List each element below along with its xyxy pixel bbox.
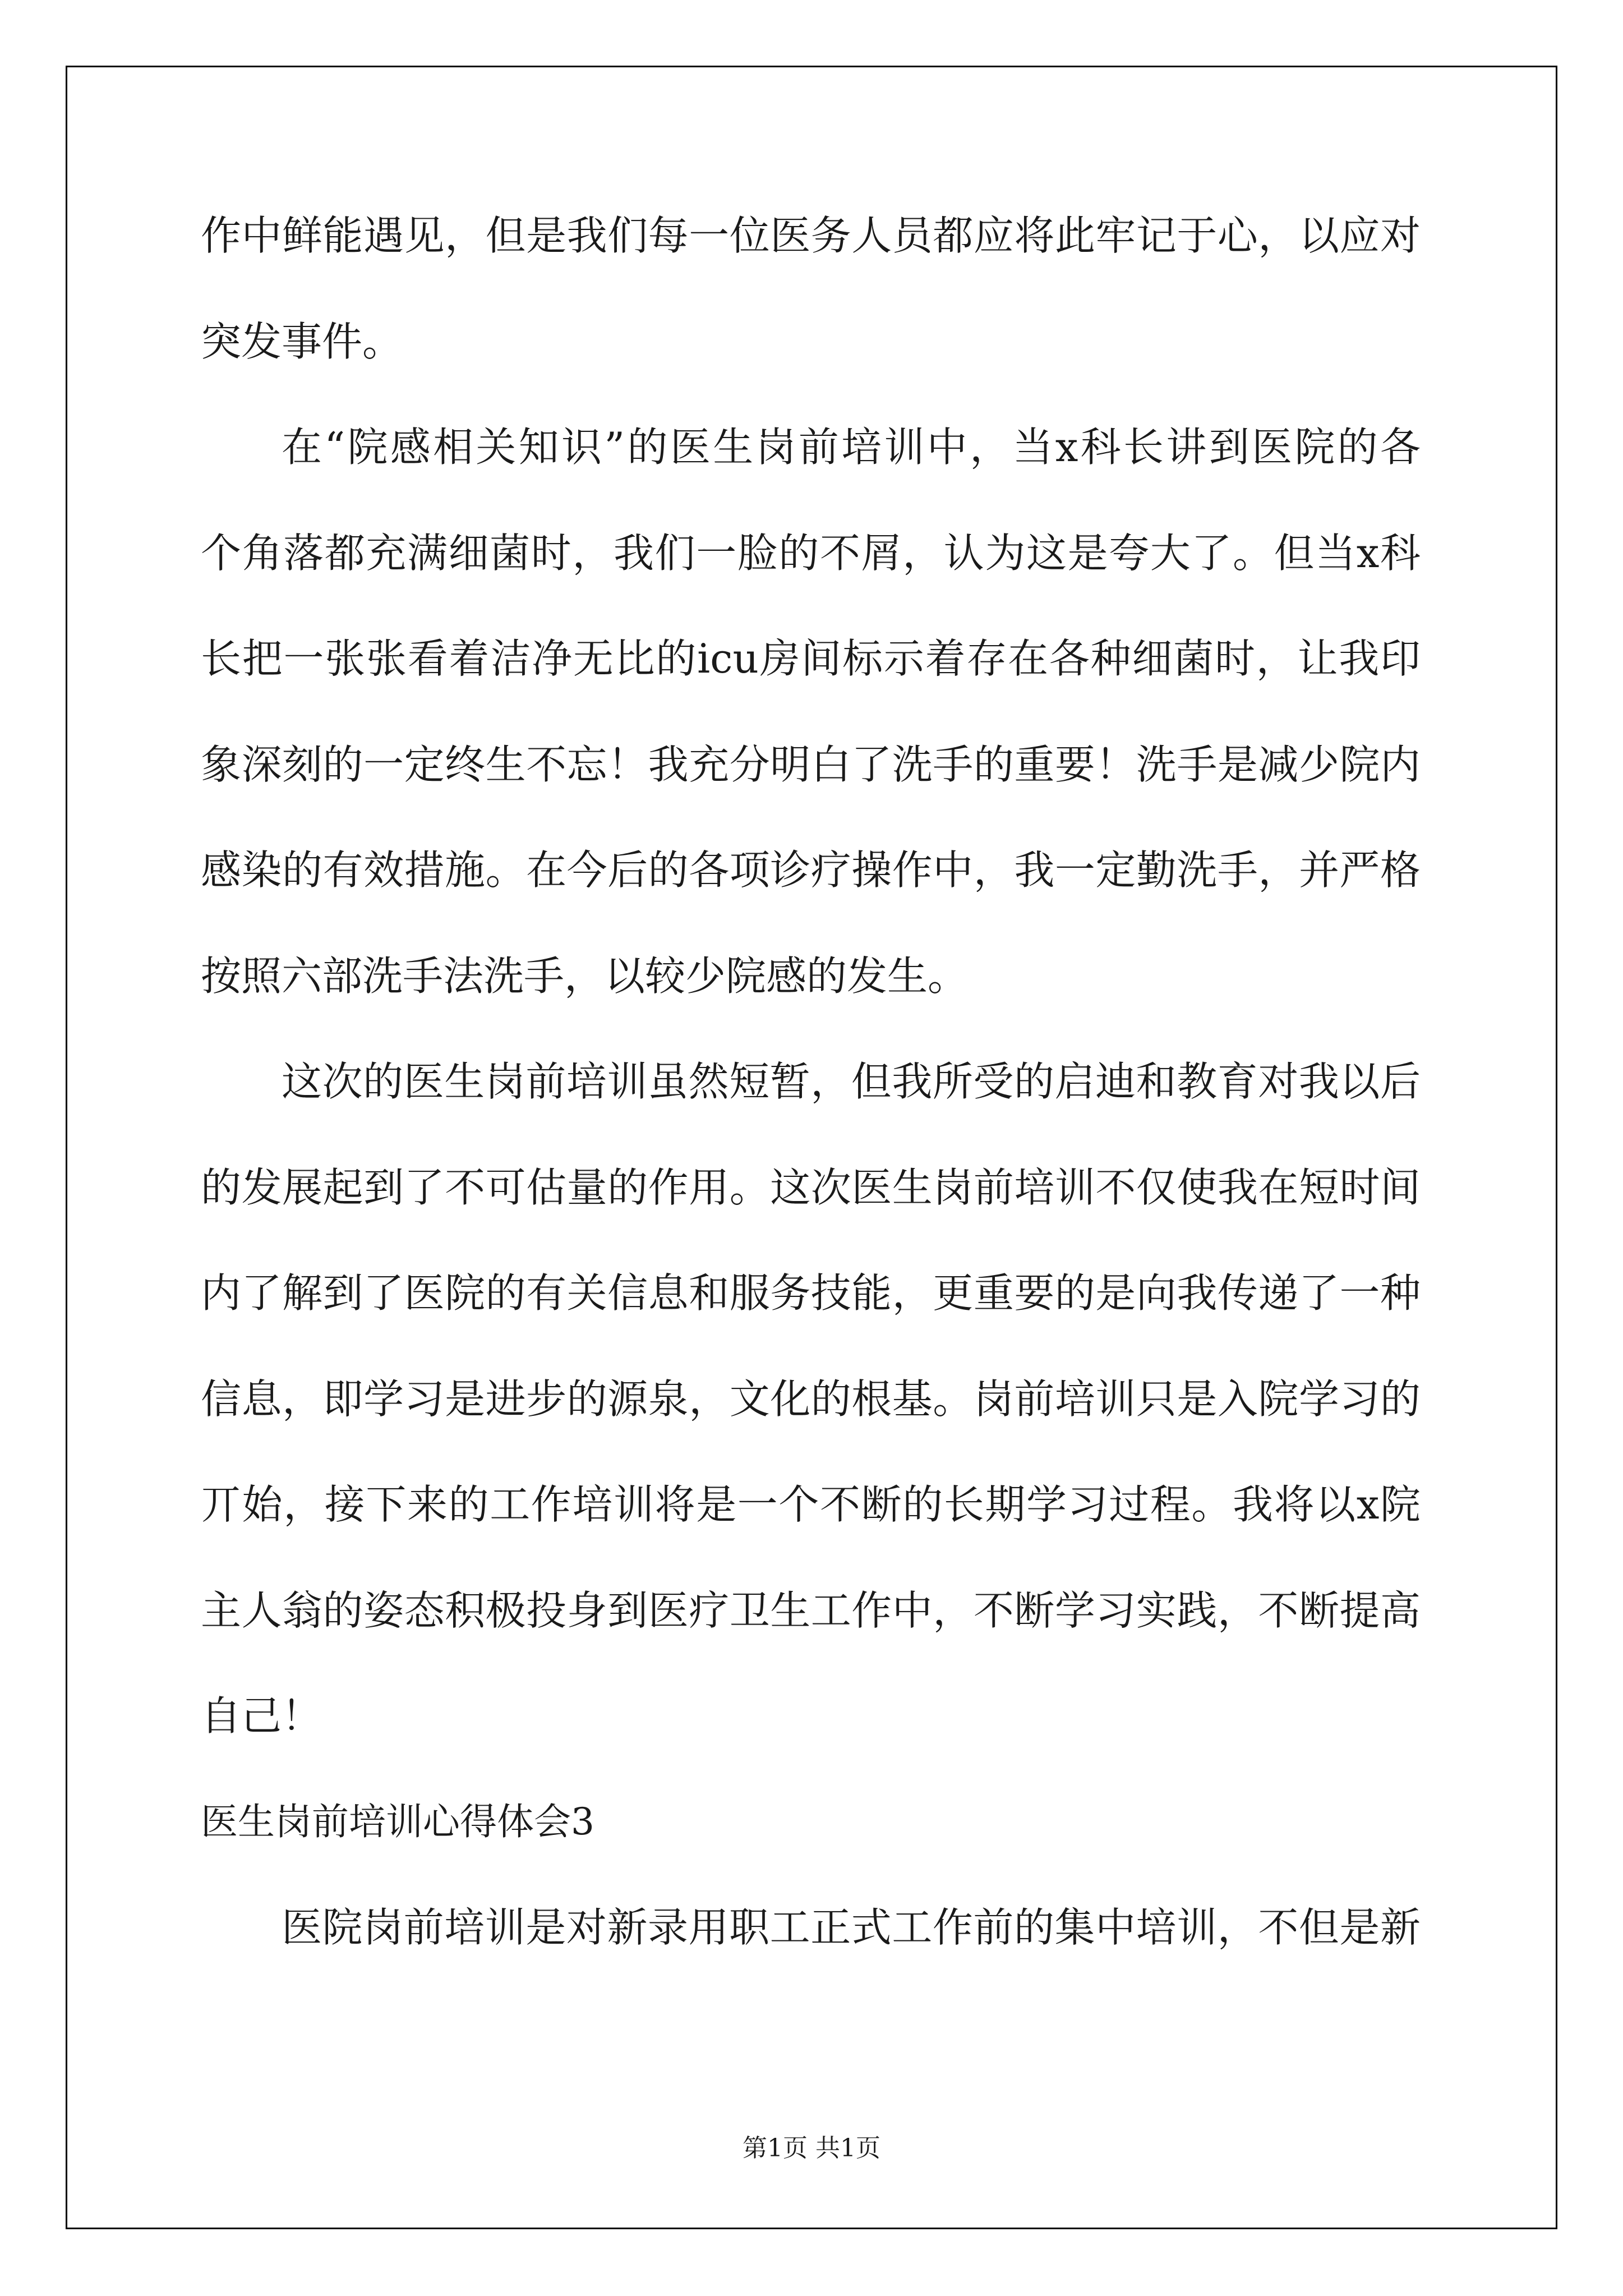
paragraph-line: 象深刻的一定终生不忘！我充分明白了洗手的重要！洗手是减少院内 bbox=[201, 741, 1421, 788]
paragraph-line: 按照六部洗手法洗手，以较少院感的发生。 bbox=[201, 953, 969, 1000]
paragraph-line: 这次的医生岗前培训虽然短暂，但我所受的启迪和教育对我以后 bbox=[282, 1058, 1421, 1105]
paragraph-line: 自己！ bbox=[201, 1692, 322, 1740]
paragraph-line: 个角落都充满细菌时，我们一脸的不屑，认为这是夸大了。但当x科 bbox=[201, 530, 1421, 577]
paragraph-line: 突发事件。 bbox=[201, 318, 403, 365]
paragraph-line: 医院岗前培训是对新录用职工正式工作前的集中培训，不但是新 bbox=[282, 1904, 1421, 1951]
section-heading: 医生岗前培训心得体会3 bbox=[201, 1800, 594, 1843]
paragraph-line: 在“院感相关知识”的医生岗前培训中，当x科长讲到医院的各 bbox=[282, 424, 1421, 471]
paragraph-line: 主人翁的姿态积极投身到医疗卫生工作中，不断学习实践，不断提高 bbox=[201, 1587, 1421, 1634]
paragraph-line: 作中鲜能遇见，但是我们每一位医务人员都应将此牢记于心，以应对 bbox=[201, 212, 1421, 259]
paragraph-line: 的发展起到了不可估量的作用。这次医生岗前培训不仅使我在短时间 bbox=[201, 1164, 1421, 1211]
paragraph-line: 长把一张张看着洁净无比的icu房间标示着存在各种细菌时，让我印 bbox=[201, 635, 1421, 682]
paragraph-line: 丌始，接下来的工作培训将是一个不断的长期学习过程。我将以x院 bbox=[201, 1481, 1421, 1528]
paragraph-line: 感染的有效措施。在今后的各项诊疗操作中，我一定勤洗手，并严格 bbox=[201, 846, 1421, 894]
paragraph-line: 信息，即学习是进步的源泉，文化的根基。岗前培训只是入院学习的 bbox=[201, 1375, 1421, 1423]
paragraph-line: 内了解到了医院的有关信息和服务技能，更重要的是向我传递了一种 bbox=[201, 1269, 1421, 1317]
page-number: 第1页 共1页 bbox=[743, 2134, 880, 2162]
